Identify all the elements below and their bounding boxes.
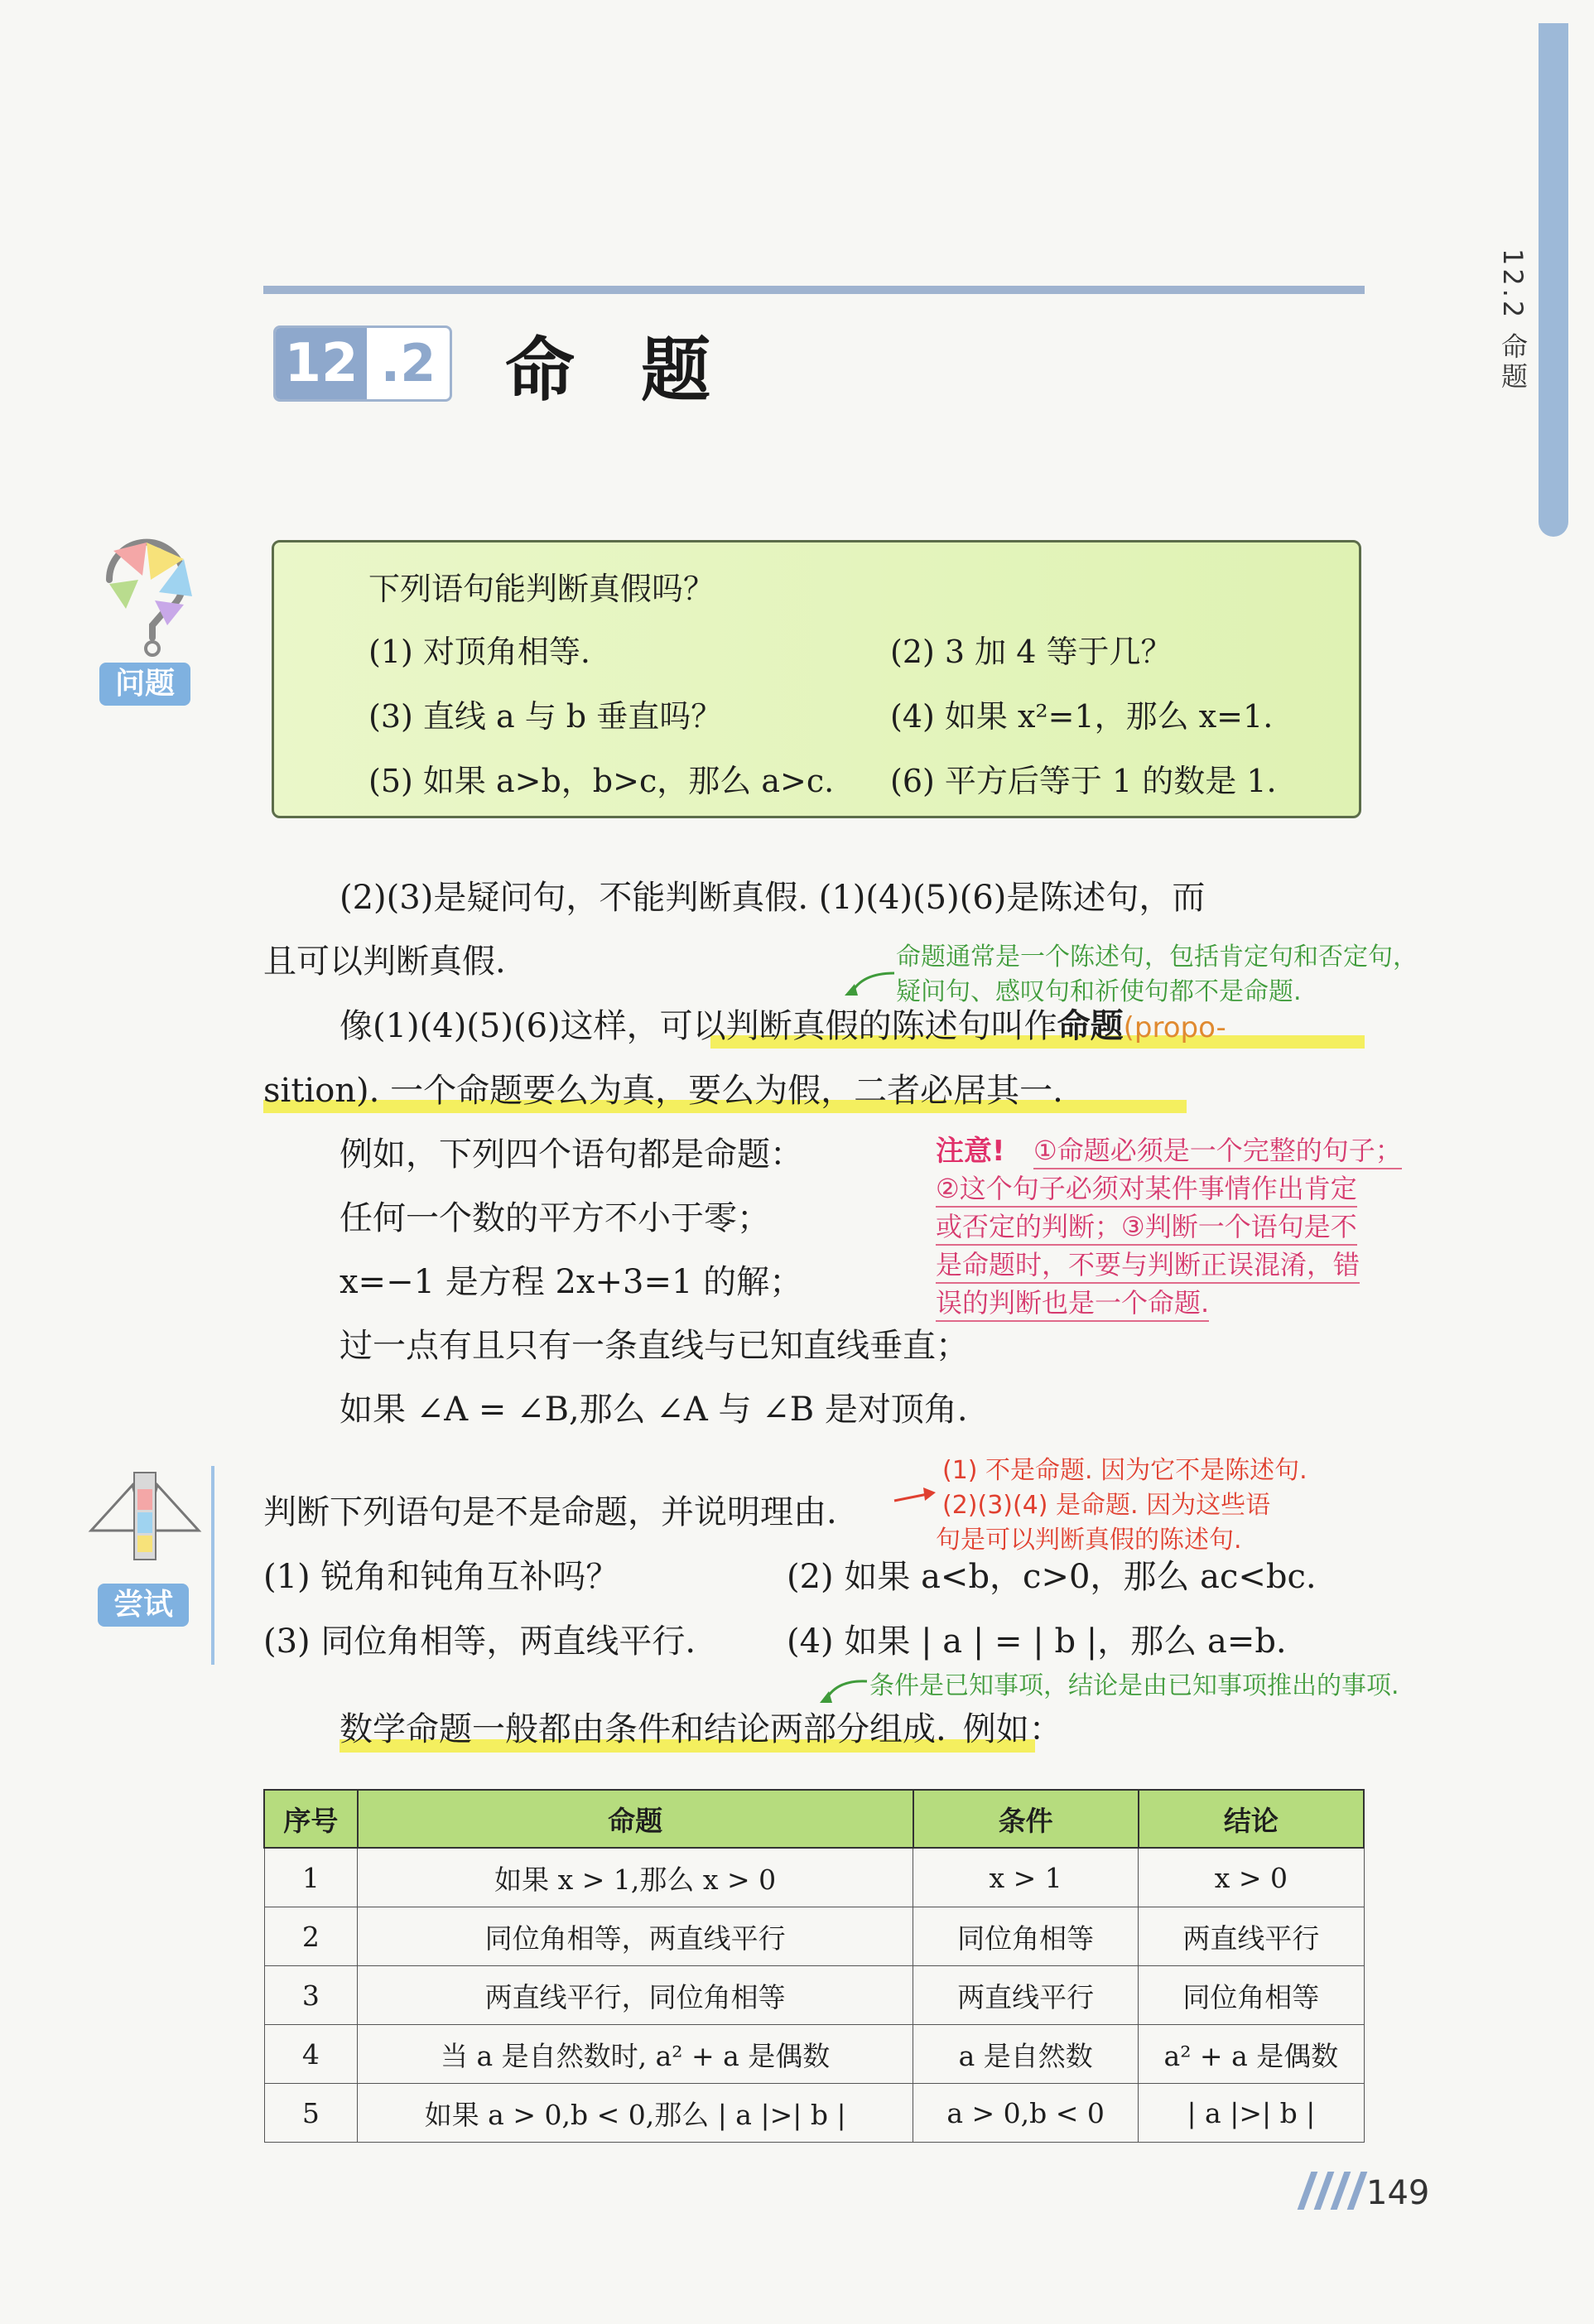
header-condition: 条件 [913, 1790, 1139, 1848]
example-2: x=−1 是方程 2x+3=1 的解； [340, 1263, 803, 1301]
try-label-badge: 尝试 [98, 1584, 189, 1627]
note-tag: 注意! [936, 1135, 1005, 1168]
arrow-icon [836, 961, 903, 1002]
para2-line1 [340, 1005, 1226, 1049]
table-cell: 2 [264, 1907, 358, 1966]
pink-note-line3: 或否定的判断；③判断一个语句是不 [936, 1206, 1357, 1246]
para2-definition: 可以判断真假的陈述句叫作 [659, 1007, 1057, 1045]
pink-note-line5: 误的判断也是一个命题. [936, 1282, 1209, 1322]
question-item-5: (5) 如果 a>b，b>c，那么 a>c. [368, 763, 835, 799]
red-note-line3: 句是可以判断真假的陈述句. [936, 1526, 1242, 1555]
page-number-stripes [1296, 2172, 1362, 2213]
table-cell: 当 a 是自然数时, a² + a 是偶数 [358, 2025, 913, 2084]
try-item-2: (2) 如果 a<b，c>0，那么 ac<bc. [787, 1558, 1317, 1596]
try-item-4: (4) 如果 | a | = | b |，那么 a=b. [787, 1622, 1287, 1661]
table-row [264, 2025, 1364, 2084]
try-side-line [211, 1466, 214, 1665]
arrow-icon [807, 1671, 874, 1709]
table-cell: 两直线平行，同位角相等 [358, 1966, 913, 2025]
header-index: 序号 [264, 1790, 358, 1848]
para3 [340, 1708, 1062, 1751]
page-number: 149 [1366, 2174, 1430, 2212]
question-item-3: (3) 直线 a 与 b 垂直吗？ [368, 698, 723, 735]
header-conclusion: 结论 [1139, 1790, 1364, 1848]
green-note-2: 条件是已知事项，结论是由已知事项推出的事项. [869, 1671, 1399, 1700]
try-item-1: (1) 锐角和钝角互补吗？ [263, 1558, 619, 1596]
section-title: 命题 [505, 330, 778, 411]
table-cell: a² + a 是偶数 [1139, 2025, 1364, 2084]
red-note-line2: (2)(3)(4) 是命题. 因为这些语 [942, 1491, 1271, 1520]
proposition-table [263, 1789, 1365, 2143]
example-4: 如果 ∠A = ∠B,那么 ∠A 与 ∠B 是对顶角. [340, 1391, 968, 1429]
side-tab-label: 12.2 命题 [1497, 248, 1529, 393]
question-prompt: 下列语句能判断真假吗？ [368, 571, 715, 607]
try-item-3: (3) 同位角相等，两直线平行. [263, 1622, 696, 1661]
pink-note-line2: ②这个句子必须对某件事情作出肯定 [936, 1168, 1357, 1208]
question-mark-icon [93, 534, 200, 658]
para1-line1: (2)(3)是疑问句，不能判断真假. (1)(4)(5)(6)是陈述句，而 [340, 879, 1206, 917]
table-row [264, 2084, 1364, 2143]
side-tab [1539, 23, 1568, 537]
table-row [264, 1848, 1364, 1907]
table-cell: x > 1 [913, 1848, 1139, 1907]
table-cell: 5 [264, 2084, 358, 2143]
section-number-sub: .2 [380, 333, 436, 393]
try-prompt: 判断下列语句是不是命题，并说明理由. [263, 1493, 837, 1531]
question-item-1: (1) 对顶角相等. [368, 634, 590, 670]
question-item-4: (4) 如果 x²=1，那么 x=1. [890, 698, 1274, 735]
table-cell: a > 0,b < 0 [913, 2084, 1139, 2143]
question-label-badge: 问题 [99, 663, 190, 706]
table-cell: x > 0 [1139, 1848, 1364, 1907]
table-cell: 同位角相等 [913, 1907, 1139, 1966]
question-item-6: (6) 平方后等于 1 的数是 1. [890, 763, 1277, 799]
table-cell: 两直线平行 [1139, 1907, 1364, 1966]
para2-lead: 像(1)(4)(5)(6)这样， [340, 1007, 660, 1045]
table-cell: 同位角相等，两直线平行 [358, 1907, 913, 1966]
examples-intro: 例如，下列四个语句都是命题： [340, 1135, 803, 1174]
table-cell: 如果 a > 0,b < 0,那么 | a |>| b | [358, 2084, 913, 2143]
table-cell: 同位角相等 [1139, 1966, 1364, 2025]
arrow-icon [890, 1483, 940, 1516]
para2-line2: sition). 一个命题要么为真，要么为假，二者必居其一. [263, 1072, 1063, 1110]
para3-tail: 例如： [962, 1710, 1062, 1748]
pink-note [936, 1128, 1451, 1317]
term-proposition: 命题 [1057, 1007, 1124, 1045]
table-cell: 4 [264, 2025, 358, 2084]
pink-note-line1: ①命题必须是一个完整的句子； [1033, 1130, 1402, 1169]
table-cell: 1 [264, 1848, 358, 1907]
table-cell: | a |>| b | [1139, 2084, 1364, 2143]
para3-highlight: 数学命题一般都由条件和结论两部分组成. [340, 1710, 946, 1748]
example-1: 任何一个数的平方不小于零； [340, 1199, 770, 1237]
green-note-1-line2: 疑问句、感叹句和祈使句都不是命题. [896, 977, 1302, 1006]
question-item-2: (2) 3 加 4 等于几？ [890, 634, 1173, 670]
red-note-line1: (1) 不是命题. 因为它不是陈述句. [942, 1456, 1307, 1485]
table-cell: 3 [264, 1966, 358, 2025]
table-header-row [264, 1790, 1364, 1848]
table-cell: 两直线平行 [913, 1966, 1139, 2025]
section-number-main: 12 [276, 328, 367, 399]
table-row [264, 1907, 1364, 1966]
para1-line2: 且可以判断真假. [263, 943, 506, 981]
table-cell: 如果 x > 1,那么 x > 0 [358, 1848, 913, 1907]
section-number-badge [273, 325, 452, 402]
header-rule [263, 286, 1365, 294]
green-note-1-line1: 命题通常是一个陈述句，包括肯定句和否定句， [896, 943, 1418, 972]
kite-icon [83, 1464, 207, 1564]
table-cell: a 是自然数 [913, 2025, 1139, 2084]
example-3: 过一点有且只有一条直线与已知直线垂直； [340, 1327, 969, 1365]
header-proposition: 命题 [358, 1790, 913, 1848]
table-row [264, 1966, 1364, 2025]
term-english: (propo- [1123, 1011, 1226, 1044]
pink-note-line4: 是命题时，不要与判断正误混淆，错 [936, 1244, 1360, 1284]
